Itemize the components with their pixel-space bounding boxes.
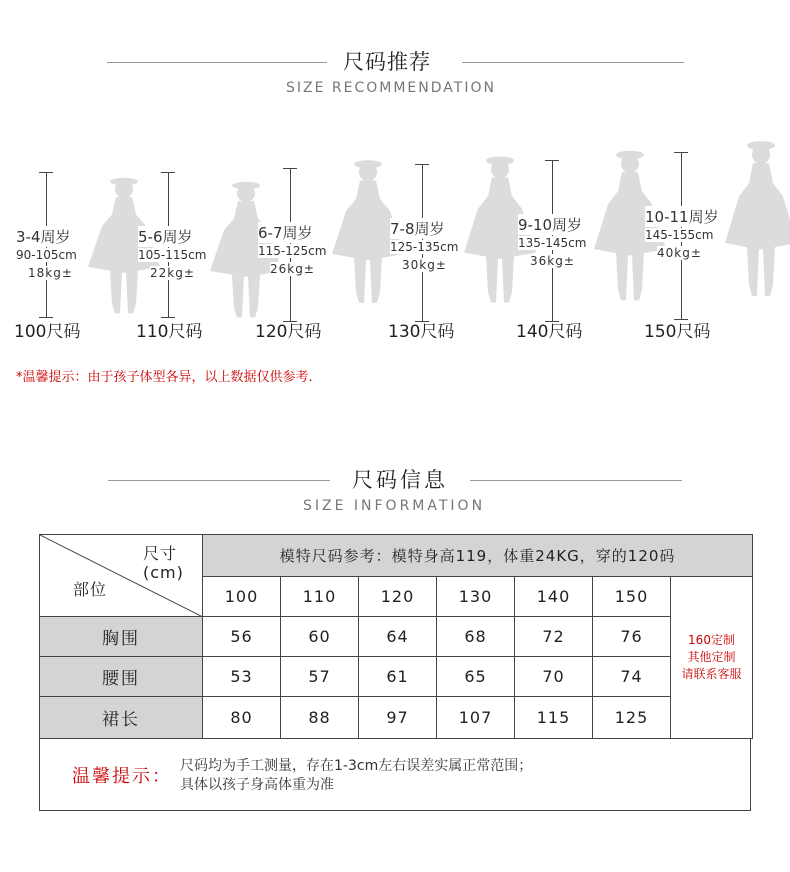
size-header-cell: 130	[437, 577, 515, 617]
size-header-cell: 110	[281, 577, 359, 617]
information-subtitle: SIZE INFORMATION	[303, 498, 486, 514]
figure-size-label: 110尺码	[136, 322, 203, 342]
table-row-waist	[40, 657, 753, 697]
figure-height: 90-105cm	[16, 248, 77, 262]
tip-line-1: 尺码均为手工测量，存在1-3cm左右误差实属正常范围；	[180, 758, 533, 774]
figure-age: 7-8周岁	[390, 220, 445, 238]
table-row-length	[40, 697, 753, 739]
table-cell: 60	[281, 617, 359, 657]
custom-order-cell	[671, 577, 753, 739]
table-cell: 53	[203, 657, 281, 697]
table-row-chest	[40, 617, 753, 657]
figure-height: 105-115cm	[138, 248, 207, 262]
figure-age: 6-7周岁	[258, 224, 313, 242]
custom-order-line: 请联系客服	[681, 667, 742, 681]
header-part-label: 部位	[73, 580, 108, 599]
figure-weight: 40kg±	[657, 246, 702, 260]
info-divider-left	[108, 480, 330, 481]
table-cell: 57	[281, 657, 359, 697]
table-cell: 64	[359, 617, 437, 657]
figure-weight: 22kg±	[150, 266, 195, 280]
size-header-cell: 100	[203, 577, 281, 617]
table-cell: 80	[203, 697, 281, 739]
table-cell: 56	[203, 617, 281, 657]
size-table	[39, 534, 753, 739]
figure-size-label: 130尺码	[388, 322, 455, 342]
row-part-label: 腰围	[40, 657, 203, 697]
size-header-cell: 120	[359, 577, 437, 617]
figure-size-label: 140尺码	[516, 322, 583, 342]
figure-weight: 30kg±	[402, 258, 447, 272]
figure-age: 3-4周岁	[16, 228, 71, 246]
table-cell: 97	[359, 697, 437, 739]
size-header-cell: 140	[515, 577, 593, 617]
child-silhouette-icon	[713, 130, 790, 307]
model-note-cell	[203, 535, 753, 577]
table-corner-header	[40, 535, 203, 617]
information-title: 尺码信息	[352, 468, 448, 492]
figure-age: 9-10周岁	[518, 216, 583, 234]
table-cell: 68	[437, 617, 515, 657]
recommendation-subtitle: SIZE RECOMMENDATION	[286, 80, 496, 96]
row-part-label: 胸围	[40, 617, 203, 657]
figure-height: 145-155cm	[645, 228, 714, 242]
model-note: 模特尺码参考：模特身高119，体重24KG，穿的120码	[279, 547, 676, 565]
figure-height: 135-145cm	[518, 236, 587, 250]
tip-label: 温馨提示：	[72, 766, 172, 787]
table-cell: 61	[359, 657, 437, 697]
figure-height: 115-125cm	[258, 244, 327, 258]
table-cell: 70	[515, 657, 593, 697]
table-cell: 107	[437, 697, 515, 739]
recommendation-title: 尺码推荐	[343, 50, 431, 74]
figure-size-label: 120尺码	[255, 322, 322, 342]
figure-age: 10-11周岁	[645, 208, 719, 226]
table-cell: 65	[437, 657, 515, 697]
custom-order-line: 160定制	[688, 633, 735, 647]
tip-line-2: 具体以孩子身高体重为准	[180, 777, 334, 793]
custom-order-line: 其他定制	[687, 650, 736, 664]
figure-size-label: 150尺码	[644, 322, 711, 342]
tip-box	[39, 738, 751, 811]
table-cell: 88	[281, 697, 359, 739]
table-cell: 76	[593, 617, 671, 657]
table-cell: 115	[515, 697, 593, 739]
figure-size-label: 100尺码	[14, 322, 81, 342]
row-part-label: 裙长	[40, 697, 203, 739]
size-figure	[645, 140, 790, 330]
figure-age: 5-6周岁	[138, 228, 193, 246]
figure-weight: 18kg±	[28, 266, 73, 280]
recommendation-notice: *温馨提示：由于孩子体型各异，以上数据仅供参考.	[16, 370, 313, 385]
header-size-label: 尺寸	[143, 544, 178, 563]
figure-height: 125-135cm	[390, 240, 459, 254]
size-header-cell: 150	[593, 577, 671, 617]
table-cell: 125	[593, 697, 671, 739]
title-divider-left	[107, 62, 327, 63]
table-cell: 72	[515, 617, 593, 657]
title-divider-right	[462, 62, 684, 63]
table-cell: 74	[593, 657, 671, 697]
header-unit-label: (cm)	[143, 563, 184, 582]
figure-weight: 36kg±	[530, 254, 575, 268]
figure-weight: 26kg±	[270, 262, 315, 276]
info-divider-right	[470, 480, 682, 481]
